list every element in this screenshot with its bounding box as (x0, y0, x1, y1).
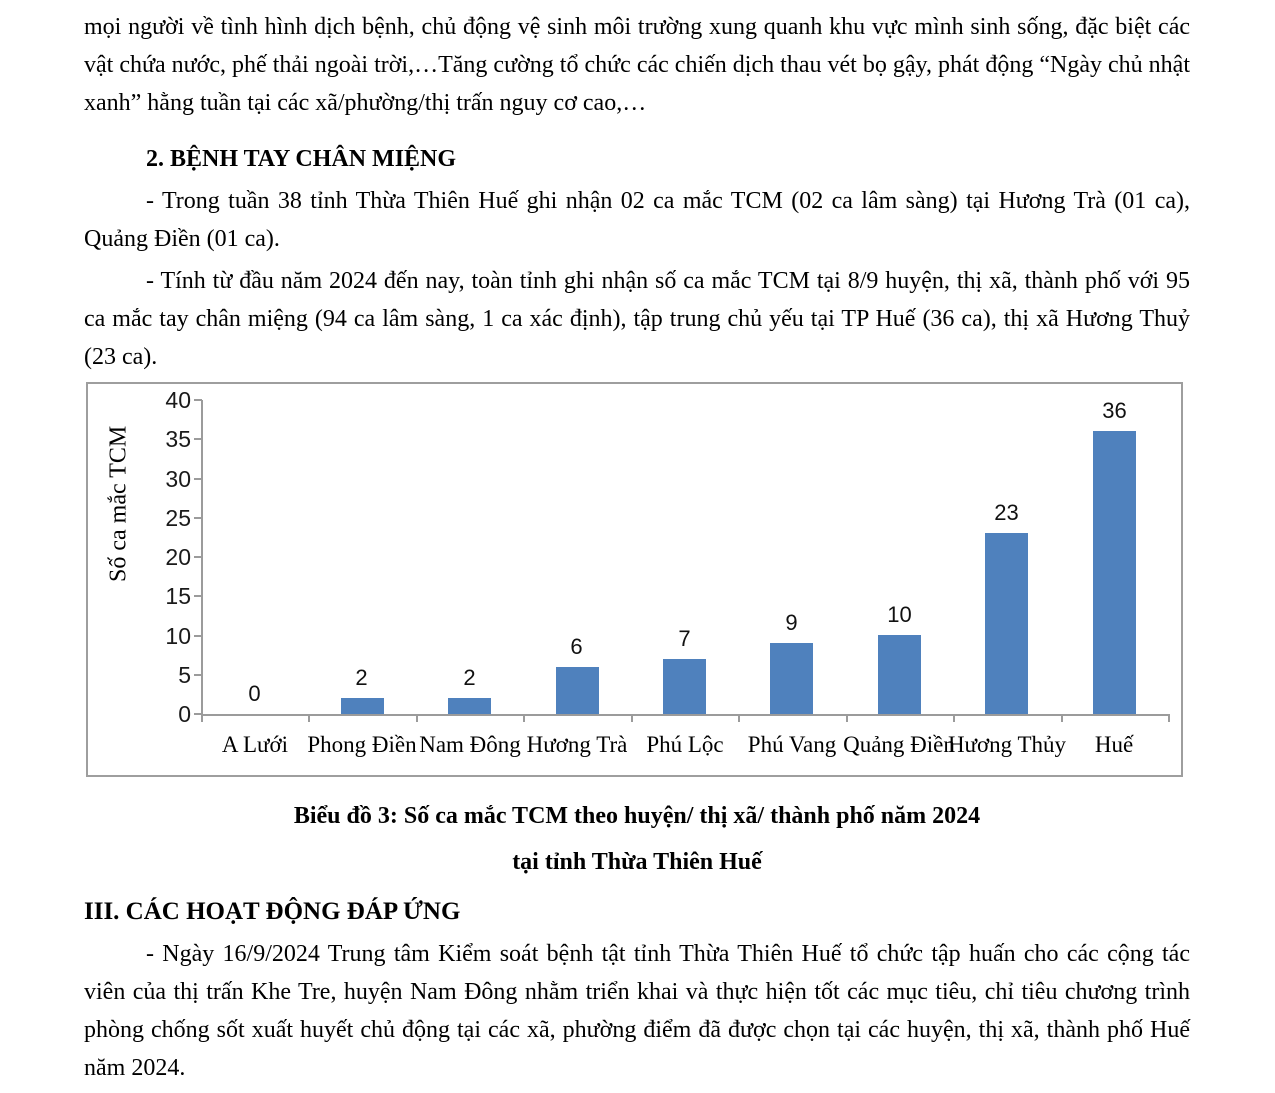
y-axis-tick-mark (194, 478, 202, 480)
x-axis-category-label: Phú Vang (747, 732, 837, 757)
x-axis-tick-mark (308, 714, 310, 722)
x-axis-tick-mark (631, 714, 633, 722)
section-2-heading: 2. BỆNH TAY CHÂN MIỆNG (146, 146, 457, 172)
bar (1093, 431, 1136, 714)
bar-value-label: 6 (570, 634, 583, 659)
y-axis-tick-mark (194, 399, 202, 401)
y-axis-tick-label: 35 (165, 426, 191, 453)
x-axis-tick-mark (738, 714, 740, 722)
x-axis-tick-mark (953, 714, 955, 722)
y-axis-tick-mark (194, 595, 202, 597)
bar-value-label: 36 (1102, 398, 1127, 423)
bar-value-label: 9 (785, 610, 798, 635)
bar (878, 635, 921, 714)
bar-value-label: 10 (887, 602, 912, 627)
bar-value-label: 0 (248, 681, 261, 706)
x-axis-tick-mark (201, 714, 203, 722)
y-axis-tick-label: 10 (165, 622, 191, 649)
x-axis-category-label: Phú Lộc (646, 732, 724, 757)
section-2-paragraph-1: - Trong tuần 38 tỉnh Thừa Thiên Huế ghi nhận 02 ca mắc TCM (02 ca lâm sàng) tại Hương Trà (01 ca), Quảng Điền (01 ca). (84, 188, 1190, 252)
x-axis-tick-mark (523, 714, 525, 722)
y-axis-tick-label: 15 (165, 583, 191, 610)
section-2-paragraph-2: - Tính từ đầu năm 2024 đến nay, toàn tỉnh ghi nhận số ca mắc TCM tại 8/9 huyện, thị xã, thành phố với 95 ca mắc tay chân miệng (94 ca lâm sàng, 1 ca xác định), tập trung chủ yếu tại TP Huế (36 ca), thị xã Hương Thuỷ (23 ca). (84, 268, 1190, 370)
x-axis-category-label: Huế (1094, 732, 1134, 757)
bar (663, 659, 706, 714)
x-axis-tick-mark (1168, 714, 1170, 722)
y-axis-tick-mark (194, 438, 202, 440)
bar-value-label: 2 (463, 665, 476, 690)
y-axis-tick-label: 5 (178, 661, 191, 688)
paragraph-continued: mọi người về tình hình dịch bệnh, chủ động vệ sinh môi trường xung quanh khu vực mình sinh sống, đặc biệt các vật chứa nước, phế thải ngoài trời,…Tăng cường tổ chức các chiến dịch thau vét bọ gậy, phát động “Ngày chủ nhật xanh” hằng tuần tại các xã/phường/thị trấn nguy cơ cao,… (84, 14, 1190, 116)
y-axis-tick-label: 20 (165, 544, 191, 570)
x-axis-category-label: Nam Đông (419, 732, 521, 757)
bar-value-label: 2 (355, 665, 368, 690)
y-axis-tick-mark (194, 556, 202, 558)
x-axis-tick-mark (846, 714, 848, 722)
y-axis-tick-mark (194, 674, 202, 676)
section-3-heading: III. CÁC HOẠT ĐỘNG ĐÁP ỨNG (84, 898, 461, 925)
x-axis-category-label: A Lưới (221, 732, 289, 757)
y-axis-tick-label: 40 (165, 387, 191, 413)
x-axis-line (201, 714, 1170, 716)
bar (556, 667, 599, 714)
chart-caption-line-2: tại tỉnh Thừa Thiên Huế (512, 849, 762, 875)
y-axis-line (201, 400, 203, 716)
y-axis-tick-label: 25 (165, 504, 191, 531)
x-axis-tick-mark (1061, 714, 1063, 722)
bar-value-label: 23 (994, 500, 1019, 525)
section-3-paragraph-1: - Ngày 16/9/2024 Trung tâm Kiểm soát bệnh tật tỉnh Thừa Thiên Huế tổ chức tập huấn cho các cộng tác viên của thị trấn Khe Tre, huyện Nam Đông nhằm triển khai và thực hiện tốt các mục tiêu, chỉ tiêu chương trình phòng chống sốt xuất huyết chủ động tại các xã, phường điểm đã được chọn tại các huyện, thị xã, thành phố Huế năm 2024. (84, 941, 1190, 1081)
x-axis-category-label: Quảng Điền (843, 732, 955, 757)
x-axis-category-label: Phong Điền (307, 732, 417, 757)
y-axis-tick-label: 30 (165, 465, 191, 492)
x-axis-tick-mark (416, 714, 418, 722)
bar-chart (86, 382, 1183, 777)
y-axis-title: Số ca mắc TCM (105, 425, 132, 583)
bar (770, 643, 813, 714)
chart-caption (84, 793, 1190, 885)
y-axis-tick-label: 0 (178, 701, 191, 727)
chart-caption-line-1: Biểu đồ 3: Số ca mắc TCM theo huyện/ thị xã/ thành phố năm 2024 (293, 803, 981, 829)
y-axis-tick-mark (194, 517, 202, 519)
x-axis-category-label: Hương Thủy (947, 732, 1067, 757)
bar (341, 698, 384, 714)
bar-value-label: 7 (678, 626, 691, 651)
bar (448, 698, 491, 714)
bar (985, 533, 1028, 714)
y-axis-tick-mark (194, 635, 202, 637)
x-axis-category-label: Hương Trà (526, 732, 628, 757)
